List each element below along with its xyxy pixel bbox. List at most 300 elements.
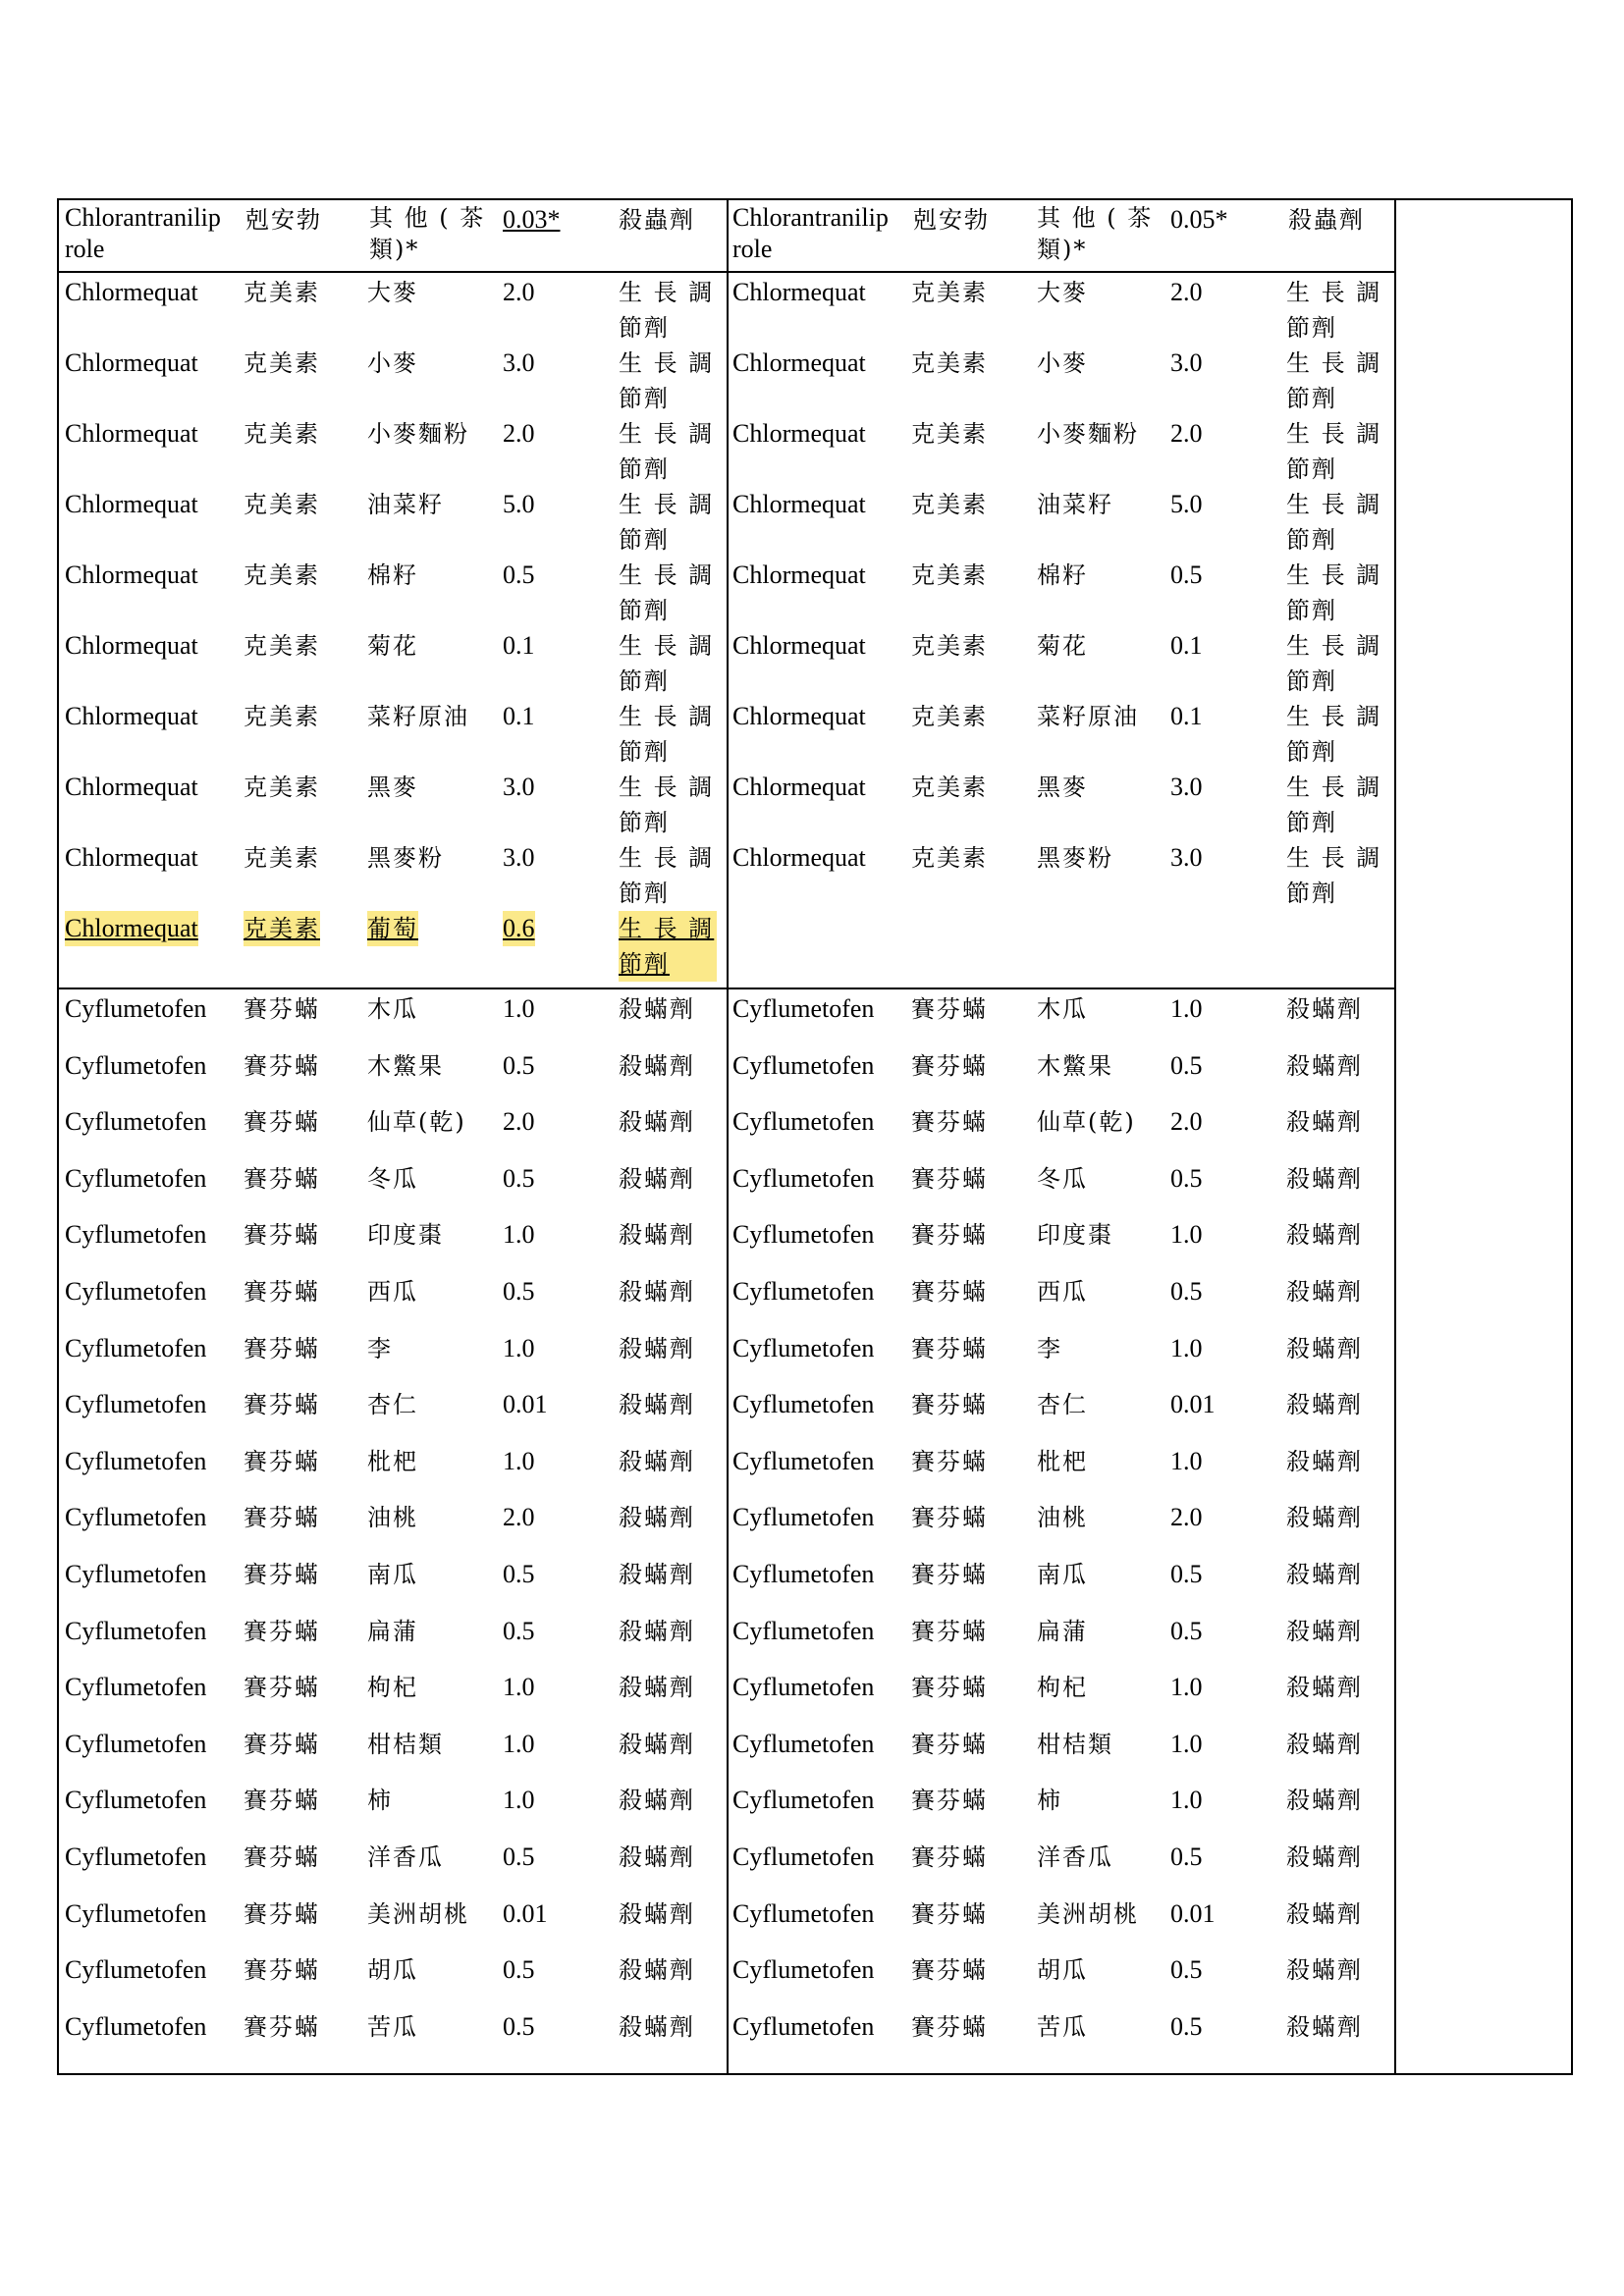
chlormequat-left-crop: 小麥麵粉 — [367, 420, 469, 448]
chlormequat-right-name-en: Chlormequat — [732, 348, 866, 377]
cyflumetofen-right-type: 殺蟎劑 — [1286, 2012, 1363, 2041]
cyflumetofen-left-name-en: Cyflumetofen — [65, 1277, 207, 1306]
cyflumetofen-left-mrl: 1.0 — [503, 994, 535, 1023]
cyflumetofen-right-name-en: Cyflumetofen — [732, 1163, 875, 1193]
cyflumetofen-left-mrl: 0.01 — [503, 1898, 548, 1928]
cyflumetofen-left-mrl: 1.0 — [503, 1673, 535, 1702]
chlormequat-left-crop: 油菜籽 — [367, 491, 444, 518]
chlormequat-right-type: 生 長 調 節劑 — [1286, 703, 1382, 766]
chlormequat-left-mrl: 3.0 — [503, 843, 535, 872]
chlormequat-left-type: 生 長 調 節劑 — [619, 774, 715, 836]
cyflumetofen-left-name-zh: 賽芬蟎 — [244, 1051, 320, 1080]
cyflumetofen-left-type: 殺蟎劑 — [619, 1899, 695, 1928]
cyflumetofen-right-name-en: Cyflumetofen — [732, 1898, 875, 1928]
chlormequat-left-crop: 菜籽原油 — [367, 703, 469, 730]
cyflumetofen-left-name-en: Cyflumetofen — [65, 1503, 207, 1532]
cyflumetofen-right-type: 殺蟎劑 — [1286, 1674, 1363, 1702]
cyflumetofen-right-crop: 木鱉果 — [1037, 1051, 1113, 1080]
cyflumetofen-left-crop: 南瓜 — [367, 1561, 418, 1588]
cyflumetofen-left-type: 殺蟎劑 — [619, 1108, 695, 1137]
chlormequat-left-type: 生 長 調 節劑 — [619, 561, 715, 624]
cyflumetofen-right-mrl: 1.0 — [1170, 1220, 1203, 1250]
cyflumetofen-left-name-zh: 賽芬蟎 — [244, 1730, 320, 1758]
cyflumetofen-left-name-en: Cyflumetofen — [65, 1333, 207, 1362]
cyflumetofen-right-type: 殺蟎劑 — [1286, 1561, 1363, 1588]
cyflumetofen-left-mrl: 1.0 — [503, 1446, 535, 1475]
chlormequat-left-name-zh: 克美素 — [244, 703, 320, 730]
cyflumetofen-left-crop: 油桃 — [367, 1504, 418, 1532]
cyflumetofen-left-name-en: Cyflumetofen — [65, 1163, 207, 1193]
cyflumetofen-right-crop: 印度棗 — [1037, 1221, 1113, 1250]
header-right-name-en: Chlorantranilip role — [732, 203, 889, 263]
cyflumetofen-right-crop: 西瓜 — [1037, 1278, 1088, 1306]
chlormequat-left-name-zh: 克美素 — [244, 491, 320, 518]
cyflumetofen-left-mrl: 2.0 — [503, 1107, 535, 1137]
cyflumetofen-left-crop: 胡瓜 — [367, 1956, 418, 1985]
cyflumetofen-left-mrl: 0.5 — [503, 1560, 535, 1588]
cyflumetofen-left-name-zh: 賽芬蟎 — [244, 1391, 320, 1419]
header-right-name-zh: 剋安勃 — [913, 206, 990, 234]
cyflumetofen-right-type: 殺蟎劑 — [1286, 1504, 1363, 1532]
chlormequat-left-mrl: 0.5 — [503, 561, 535, 589]
cyflumetofen-right-type: 殺蟎劑 — [1286, 1843, 1363, 1871]
cyflumetofen-right-name-zh: 賽芬蟎 — [911, 1391, 988, 1419]
cyflumetofen-right-name-zh: 賽芬蟎 — [911, 2012, 988, 2041]
chlormequat-left-name-zh: 克美素 — [244, 420, 320, 448]
cyflumetofen-left-crop: 柿 — [367, 1787, 393, 1815]
cyflumetofen-left-crop: 枸杞 — [367, 1674, 418, 1702]
cyflumetofen-right-crop: 油桃 — [1037, 1504, 1088, 1532]
cyflumetofen-left-mrl: 1.0 — [503, 1333, 535, 1362]
chlormequat-left-name-en: Chlormequat — [65, 490, 198, 518]
cyflumetofen-left-name-zh: 賽芬蟎 — [244, 1504, 320, 1532]
cyflumetofen-left-name-zh: 賽芬蟎 — [244, 1334, 320, 1362]
chlormequat-right-type: 生 長 調 節劑 — [1286, 632, 1382, 695]
cyflumetofen-right-mrl: 0.5 — [1170, 1050, 1203, 1080]
cyflumetofen-right-mrl: 0.5 — [1170, 1616, 1203, 1645]
chlormequat-section-divider — [59, 988, 1394, 989]
cyflumetofen-left-crop: 木瓜 — [367, 995, 418, 1023]
chlormequat-right-mrl: 0.1 — [1170, 702, 1203, 730]
cyflumetofen-right-type: 殺蟎劑 — [1286, 1051, 1363, 1080]
cyflumetofen-right-name-zh: 賽芬蟎 — [911, 1221, 988, 1250]
cyflumetofen-right-crop: 枸杞 — [1037, 1674, 1088, 1702]
chlormequat-right-crop: 棉籽 — [1037, 561, 1088, 589]
cyflumetofen-right-crop: 南瓜 — [1037, 1561, 1088, 1588]
header-left-name-en: Chlorantranilip role — [65, 203, 221, 263]
chlormequat-right-name-zh: 克美素 — [911, 561, 988, 589]
chlormequat-right-name-en: Chlormequat — [732, 561, 866, 589]
chlormequat-left-type: 生 長 調 節劑 — [619, 703, 715, 766]
cyflumetofen-right-mrl: 1.0 — [1170, 1446, 1203, 1475]
cyflumetofen-right-type: 殺蟎劑 — [1286, 1391, 1363, 1419]
cyflumetofen-left-mrl: 0.5 — [503, 1616, 535, 1645]
chlormequat-left-mrl: 5.0 — [503, 490, 535, 518]
cyflumetofen-right-name-en: Cyflumetofen — [732, 1673, 875, 1702]
cyflumetofen-right-name-en: Cyflumetofen — [732, 1390, 875, 1419]
cyflumetofen-right-name-zh: 賽芬蟎 — [911, 1787, 988, 1815]
cyflumetofen-left-name-en: Cyflumetofen — [65, 1220, 207, 1250]
chlormequat-right-name-en: Chlormequat — [732, 419, 866, 448]
cyflumetofen-right-name-zh: 賽芬蟎 — [911, 1617, 988, 1645]
chlormequat-right-mrl: 2.0 — [1170, 419, 1203, 448]
cyflumetofen-right-name-zh: 賽芬蟎 — [911, 1561, 988, 1588]
cyflumetofen-right-type: 殺蟎劑 — [1286, 1164, 1363, 1193]
cyflumetofen-right-name-en: Cyflumetofen — [732, 1786, 875, 1815]
cyflumetofen-right-name-en: Cyflumetofen — [732, 1842, 875, 1871]
header-right-crop: 其 他 ( 茶 類)* — [1037, 204, 1154, 263]
chlormequat-left-name-zh: 克美素 — [244, 844, 320, 872]
cyflumetofen-right-crop: 木瓜 — [1037, 995, 1088, 1023]
cyflumetofen-left-name-en: Cyflumetofen — [65, 1729, 207, 1758]
cyflumetofen-left-name-en: Cyflumetofen — [65, 1107, 207, 1137]
cyflumetofen-left-type: 殺蟎劑 — [619, 1617, 695, 1645]
chlormequat-right-type: 生 長 調 節劑 — [1286, 491, 1382, 554]
chlormequat-right-mrl: 5.0 — [1170, 490, 1203, 518]
chlormequat-right-mrl: 2.0 — [1170, 278, 1203, 306]
cyflumetofen-right-type: 殺蟎劑 — [1286, 1221, 1363, 1250]
header-left-name-zh: 剋安勃 — [245, 206, 322, 234]
cyflumetofen-left-crop: 仙草(乾) — [367, 1108, 466, 1137]
chlormequat-left-name-zh: 克美素 — [244, 349, 320, 377]
cyflumetofen-left-name-zh: 賽芬蟎 — [244, 1278, 320, 1306]
cyflumetofen-left-crop: 枇杷 — [367, 1447, 418, 1475]
chlormequat-right-crop: 黑麥粉 — [1037, 844, 1113, 872]
cyflumetofen-right-crop: 柿 — [1037, 1787, 1062, 1815]
header-row-divider — [59, 271, 1394, 273]
cyflumetofen-right-crop: 冬瓜 — [1037, 1164, 1088, 1193]
cyflumetofen-right-name-en: Cyflumetofen — [732, 1220, 875, 1250]
cyflumetofen-right-name-en: Cyflumetofen — [732, 1446, 875, 1475]
cyflumetofen-left-crop: 扁蒲 — [367, 1617, 418, 1645]
chlormequat-right-type: 生 長 調 節劑 — [1286, 774, 1382, 836]
cyflumetofen-left-mrl: 2.0 — [503, 1503, 535, 1532]
cyflumetofen-right-name-zh: 賽芬蟎 — [911, 1447, 988, 1475]
chlormequat-left-name-en: Chlormequat — [65, 911, 198, 946]
chlormequat-right-name-en: Chlormequat — [732, 773, 866, 801]
chlormequat-left-name-en: Chlormequat — [65, 773, 198, 801]
cyflumetofen-left-mrl: 1.0 — [503, 1729, 535, 1758]
cyflumetofen-left-name-en: Cyflumetofen — [65, 1898, 207, 1928]
cyflumetofen-right-type: 殺蟎劑 — [1286, 1730, 1363, 1758]
cyflumetofen-right-name-en: Cyflumetofen — [732, 1955, 875, 1985]
chlormequat-left-name-en: Chlormequat — [65, 278, 198, 306]
chlormequat-right-mrl: 0.1 — [1170, 631, 1203, 660]
cyflumetofen-right-name-zh: 賽芬蟎 — [911, 1956, 988, 1985]
cyflumetofen-left-name-zh: 賽芬蟎 — [244, 2012, 320, 2041]
cyflumetofen-right-type: 殺蟎劑 — [1286, 1899, 1363, 1928]
cyflumetofen-right-crop: 仙草(乾) — [1037, 1108, 1136, 1137]
cyflumetofen-right-name-en: Cyflumetofen — [732, 1560, 875, 1588]
chlormequat-right-type: 生 長 調 節劑 — [1286, 420, 1382, 483]
chlormequat-left-mrl: 2.0 — [503, 278, 535, 306]
cyflumetofen-right-crop: 杏仁 — [1037, 1391, 1088, 1419]
cyflumetofen-right-crop: 枇杷 — [1037, 1447, 1088, 1475]
cyflumetofen-right-mrl: 1.0 — [1170, 1729, 1203, 1758]
chlormequat-right-name-zh: 克美素 — [911, 844, 988, 872]
chlormequat-left-type: 生 長 調 節劑 — [619, 491, 715, 554]
chlormequat-right-name-en: Chlormequat — [732, 490, 866, 518]
chlormequat-right-type: 生 長 調 節劑 — [1286, 279, 1382, 342]
chlormequat-left-name-en: Chlormequat — [65, 843, 198, 872]
cyflumetofen-left-crop: 美洲胡桃 — [367, 1899, 469, 1928]
chlormequat-right-type: 生 長 調 節劑 — [1286, 844, 1382, 907]
cyflumetofen-right-name-en: Cyflumetofen — [732, 2011, 875, 2041]
cyflumetofen-right-mrl: 2.0 — [1170, 1107, 1203, 1137]
cyflumetofen-right-type: 殺蟎劑 — [1286, 1617, 1363, 1645]
cyflumetofen-left-name-en: Cyflumetofen — [65, 1050, 207, 1080]
cyflumetofen-right-name-en: Cyflumetofen — [732, 1616, 875, 1645]
cyflumetofen-left-mrl: 0.5 — [503, 2011, 535, 2041]
cyflumetofen-left-type: 殺蟎劑 — [619, 1561, 695, 1588]
cyflumetofen-left-type: 殺蟎劑 — [619, 1221, 695, 1250]
cyflumetofen-left-name-zh: 賽芬蟎 — [244, 1843, 320, 1871]
header-right-mrl: 0.05* — [1170, 205, 1228, 234]
cyflumetofen-right-mrl: 1.0 — [1170, 1673, 1203, 1702]
cyflumetofen-left-name-en: Cyflumetofen — [65, 1786, 207, 1815]
cyflumetofen-right-crop: 柑桔類 — [1037, 1730, 1113, 1758]
cyflumetofen-left-name-en: Cyflumetofen — [65, 1390, 207, 1419]
cyflumetofen-right-type: 殺蟎劑 — [1286, 1108, 1363, 1137]
cyflumetofen-left-mrl: 0.5 — [503, 1277, 535, 1306]
cyflumetofen-right-name-zh: 賽芬蟎 — [911, 1334, 988, 1362]
header-left-mrl: 0.03* — [503, 205, 561, 234]
cyflumetofen-left-name-zh: 賽芬蟎 — [244, 1221, 320, 1250]
mrl-comparison-table — [57, 198, 1573, 2075]
cyflumetofen-left-mrl: 0.5 — [503, 1163, 535, 1193]
cyflumetofen-right-name-zh: 賽芬蟎 — [911, 1674, 988, 1702]
cyflumetofen-left-name-en: Cyflumetofen — [65, 2011, 207, 2041]
cyflumetofen-left-mrl: 0.5 — [503, 1842, 535, 1871]
chlormequat-right-name-en: Chlormequat — [732, 702, 866, 730]
chlormequat-right-mrl: 3.0 — [1170, 773, 1203, 801]
cyflumetofen-left-mrl: 1.0 — [503, 1786, 535, 1815]
chlormequat-left-mrl: 2.0 — [503, 419, 535, 448]
column-divider-right-blank — [1394, 200, 1396, 2073]
cyflumetofen-left-crop: 洋香瓜 — [367, 1843, 444, 1871]
cyflumetofen-right-name-en: Cyflumetofen — [732, 1107, 875, 1137]
cyflumetofen-right-mrl: 1.0 — [1170, 1786, 1203, 1815]
header-left-crop: 其 他 ( 茶 類)* — [369, 204, 486, 263]
cyflumetofen-left-type: 殺蟎劑 — [619, 1956, 695, 1985]
chlormequat-left-mrl: 0.6 — [503, 911, 535, 946]
chlormequat-right-crop: 菊花 — [1037, 632, 1088, 660]
cyflumetofen-left-name-zh: 賽芬蟎 — [244, 995, 320, 1023]
cyflumetofen-left-name-zh: 賽芬蟎 — [244, 1617, 320, 1645]
cyflumetofen-left-type: 殺蟎劑 — [619, 1730, 695, 1758]
cyflumetofen-right-crop: 李 — [1037, 1334, 1062, 1362]
cyflumetofen-left-name-zh: 賽芬蟎 — [244, 1447, 320, 1475]
cyflumetofen-left-mrl: 1.0 — [503, 1220, 535, 1250]
chlormequat-left-name-zh: 克美素 — [244, 911, 320, 946]
cyflumetofen-left-type: 殺蟎劑 — [619, 1674, 695, 1702]
chlormequat-right-crop: 黑麥 — [1037, 774, 1088, 801]
cyflumetofen-right-name-zh: 賽芬蟎 — [911, 1843, 988, 1871]
chlormequat-left-type: 生 長 調 節劑 — [619, 632, 715, 695]
cyflumetofen-left-type: 殺蟎劑 — [619, 995, 695, 1023]
cyflumetofen-right-name-zh: 賽芬蟎 — [911, 1108, 988, 1137]
cyflumetofen-left-mrl: 0.5 — [503, 1955, 535, 1985]
chlormequat-right-mrl: 3.0 — [1170, 843, 1203, 872]
cyflumetofen-left-name-en: Cyflumetofen — [65, 1560, 207, 1588]
cyflumetofen-right-name-en: Cyflumetofen — [732, 1333, 875, 1362]
chlormequat-left-name-zh: 克美素 — [244, 774, 320, 801]
chlormequat-right-name-zh: 克美素 — [911, 774, 988, 801]
chlormequat-left-mrl: 3.0 — [503, 773, 535, 801]
cyflumetofen-left-mrl: 0.01 — [503, 1390, 548, 1419]
cyflumetofen-right-mrl: 0.5 — [1170, 1163, 1203, 1193]
cyflumetofen-left-name-zh: 賽芬蟎 — [244, 1899, 320, 1928]
cyflumetofen-right-mrl: 2.0 — [1170, 1503, 1203, 1532]
chlormequat-left-crop: 大麥 — [367, 279, 418, 306]
cyflumetofen-right-name-en: Cyflumetofen — [732, 1050, 875, 1080]
cyflumetofen-right-mrl: 0.5 — [1170, 2011, 1203, 2041]
cyflumetofen-left-type: 殺蟎劑 — [619, 1391, 695, 1419]
cyflumetofen-right-type: 殺蟎劑 — [1286, 1278, 1363, 1306]
chlormequat-left-crop: 黑麥粉 — [367, 844, 444, 872]
cyflumetofen-right-crop: 扁蒲 — [1037, 1617, 1088, 1645]
cyflumetofen-left-name-en: Cyflumetofen — [65, 1446, 207, 1475]
header-left-type: 殺蟲劑 — [619, 206, 695, 234]
chlormequat-right-mrl: 0.5 — [1170, 561, 1203, 589]
cyflumetofen-left-crop: 苦瓜 — [367, 2012, 418, 2041]
cyflumetofen-right-name-zh: 賽芬蟎 — [911, 1899, 988, 1928]
cyflumetofen-left-name-en: Cyflumetofen — [65, 1616, 207, 1645]
cyflumetofen-right-name-en: Cyflumetofen — [732, 994, 875, 1023]
chlormequat-left-type: 生 長 調 節劑 — [619, 349, 715, 412]
cyflumetofen-right-mrl: 0.01 — [1170, 1390, 1216, 1419]
cyflumetofen-right-name-zh: 賽芬蟎 — [911, 1278, 988, 1306]
cyflumetofen-left-type: 殺蟎劑 — [619, 1334, 695, 1362]
chlormequat-right-crop: 菜籽原油 — [1037, 703, 1139, 730]
chlormequat-right-crop: 油菜籽 — [1037, 491, 1113, 518]
cyflumetofen-left-mrl: 0.5 — [503, 1050, 535, 1080]
cyflumetofen-left-name-en: Cyflumetofen — [65, 994, 207, 1023]
cyflumetofen-left-type: 殺蟎劑 — [619, 1164, 695, 1193]
chlormequat-left-mrl: 0.1 — [503, 631, 535, 660]
cyflumetofen-left-crop: 木鱉果 — [367, 1051, 444, 1080]
cyflumetofen-left-name-en: Cyflumetofen — [65, 1842, 207, 1871]
chlormequat-left-name-en: Chlormequat — [65, 348, 198, 377]
cyflumetofen-right-mrl: 1.0 — [1170, 994, 1203, 1023]
cyflumetofen-right-mrl: 0.5 — [1170, 1277, 1203, 1306]
cyflumetofen-left-type: 殺蟎劑 — [619, 1504, 695, 1532]
cyflumetofen-right-name-zh: 賽芬蟎 — [911, 1730, 988, 1758]
cyflumetofen-left-type: 殺蟎劑 — [619, 1787, 695, 1815]
cyflumetofen-right-type: 殺蟎劑 — [1286, 1334, 1363, 1362]
chlormequat-right-crop: 小麥 — [1037, 349, 1088, 377]
chlormequat-left-name-zh: 克美素 — [244, 561, 320, 589]
chlormequat-left-crop: 菊花 — [367, 632, 418, 660]
cyflumetofen-right-type: 殺蟎劑 — [1286, 995, 1363, 1023]
cyflumetofen-right-type: 殺蟎劑 — [1286, 1447, 1363, 1475]
cyflumetofen-right-type: 殺蟎劑 — [1286, 1787, 1363, 1815]
chlormequat-right-mrl: 3.0 — [1170, 348, 1203, 377]
cyflumetofen-right-crop: 美洲胡桃 — [1037, 1899, 1139, 1928]
column-divider-left-right — [727, 200, 729, 2073]
chlormequat-left-name-en: Chlormequat — [65, 419, 198, 448]
chlormequat-left-crop: 小麥 — [367, 349, 418, 377]
cyflumetofen-right-name-zh: 賽芬蟎 — [911, 1164, 988, 1193]
cyflumetofen-left-type: 殺蟎劑 — [619, 1447, 695, 1475]
chlormequat-right-name-zh: 克美素 — [911, 491, 988, 518]
cyflumetofen-right-type: 殺蟎劑 — [1286, 1956, 1363, 1985]
cyflumetofen-right-mrl: 0.01 — [1170, 1898, 1216, 1928]
chlormequat-left-type: 生 長 調 節劑 — [619, 844, 715, 907]
cyflumetofen-left-name-zh: 賽芬蟎 — [244, 1674, 320, 1702]
chlormequat-left-crop: 黑麥 — [367, 774, 418, 801]
chlormequat-left-crop: 葡萄 — [367, 911, 418, 946]
chlormequat-right-name-zh: 克美素 — [911, 349, 988, 377]
chlormequat-left-name-zh: 克美素 — [244, 279, 320, 306]
cyflumetofen-right-name-zh: 賽芬蟎 — [911, 1051, 988, 1080]
cyflumetofen-right-mrl: 0.5 — [1170, 1842, 1203, 1871]
cyflumetofen-right-name-en: Cyflumetofen — [732, 1729, 875, 1758]
chlormequat-left-type: 生 長 調 節劑 — [619, 279, 715, 342]
chlormequat-right-name-en: Chlormequat — [732, 278, 866, 306]
cyflumetofen-left-name-zh: 賽芬蟎 — [244, 1164, 320, 1193]
chlormequat-right-type: 生 長 調 節劑 — [1286, 561, 1382, 624]
cyflumetofen-right-mrl: 1.0 — [1170, 1333, 1203, 1362]
cyflumetofen-left-crop: 杏仁 — [367, 1391, 418, 1419]
chlormequat-right-name-zh: 克美素 — [911, 420, 988, 448]
chlormequat-left-mrl: 0.1 — [503, 702, 535, 730]
chlormequat-left-mrl: 3.0 — [503, 348, 535, 377]
chlormequat-left-type: 生 長 調 節劑 — [619, 911, 717, 982]
chlormequat-left-name-zh: 克美素 — [244, 632, 320, 660]
cyflumetofen-right-name-zh: 賽芬蟎 — [911, 1504, 988, 1532]
chlormequat-left-crop: 棉籽 — [367, 561, 418, 589]
cyflumetofen-right-name-en: Cyflumetofen — [732, 1277, 875, 1306]
chlormequat-right-name-zh: 克美素 — [911, 703, 988, 730]
chlormequat-left-name-en: Chlormequat — [65, 561, 198, 589]
cyflumetofen-right-crop: 苦瓜 — [1037, 2012, 1088, 2041]
cyflumetofen-left-crop: 冬瓜 — [367, 1164, 418, 1193]
cyflumetofen-right-crop: 胡瓜 — [1037, 1956, 1088, 1985]
chlormequat-right-name-zh: 克美素 — [911, 279, 988, 306]
cyflumetofen-right-mrl: 0.5 — [1170, 1955, 1203, 1985]
cyflumetofen-left-name-zh: 賽芬蟎 — [244, 1956, 320, 1985]
cyflumetofen-left-type: 殺蟎劑 — [619, 1278, 695, 1306]
chlormequat-left-name-en: Chlormequat — [65, 702, 198, 730]
cyflumetofen-right-name-zh: 賽芬蟎 — [911, 995, 988, 1023]
cyflumetofen-left-crop: 印度棗 — [367, 1221, 444, 1250]
chlormequat-right-name-zh: 克美素 — [911, 632, 988, 660]
cyflumetofen-left-name-en: Cyflumetofen — [65, 1955, 207, 1985]
cyflumetofen-left-crop: 西瓜 — [367, 1278, 418, 1306]
cyflumetofen-left-type: 殺蟎劑 — [619, 1051, 695, 1080]
chlormequat-right-crop: 小麥麵粉 — [1037, 420, 1139, 448]
header-right-type: 殺蟲劑 — [1288, 206, 1365, 234]
cyflumetofen-left-crop: 柑桔類 — [367, 1730, 444, 1758]
chlormequat-right-name-en: Chlormequat — [732, 631, 866, 660]
chlormequat-right-type: 生 長 調 節劑 — [1286, 349, 1382, 412]
cyflumetofen-left-type: 殺蟎劑 — [619, 2012, 695, 2041]
chlormequat-right-crop: 大麥 — [1037, 279, 1088, 306]
cyflumetofen-right-mrl: 0.5 — [1170, 1560, 1203, 1588]
cyflumetofen-left-type: 殺蟎劑 — [619, 1843, 695, 1871]
cyflumetofen-left-crop: 李 — [367, 1334, 393, 1362]
chlormequat-right-name-en: Chlormequat — [732, 843, 866, 872]
cyflumetofen-left-name-zh: 賽芬蟎 — [244, 1108, 320, 1137]
cyflumetofen-right-crop: 洋香瓜 — [1037, 1843, 1113, 1871]
cyflumetofen-left-name-zh: 賽芬蟎 — [244, 1787, 320, 1815]
chlormequat-left-name-en: Chlormequat — [65, 631, 198, 660]
cyflumetofen-left-name-zh: 賽芬蟎 — [244, 1561, 320, 1588]
cyflumetofen-left-name-en: Cyflumetofen — [65, 1673, 207, 1702]
chlormequat-left-type: 生 長 調 節劑 — [619, 420, 715, 483]
cyflumetofen-right-name-en: Cyflumetofen — [732, 1503, 875, 1532]
